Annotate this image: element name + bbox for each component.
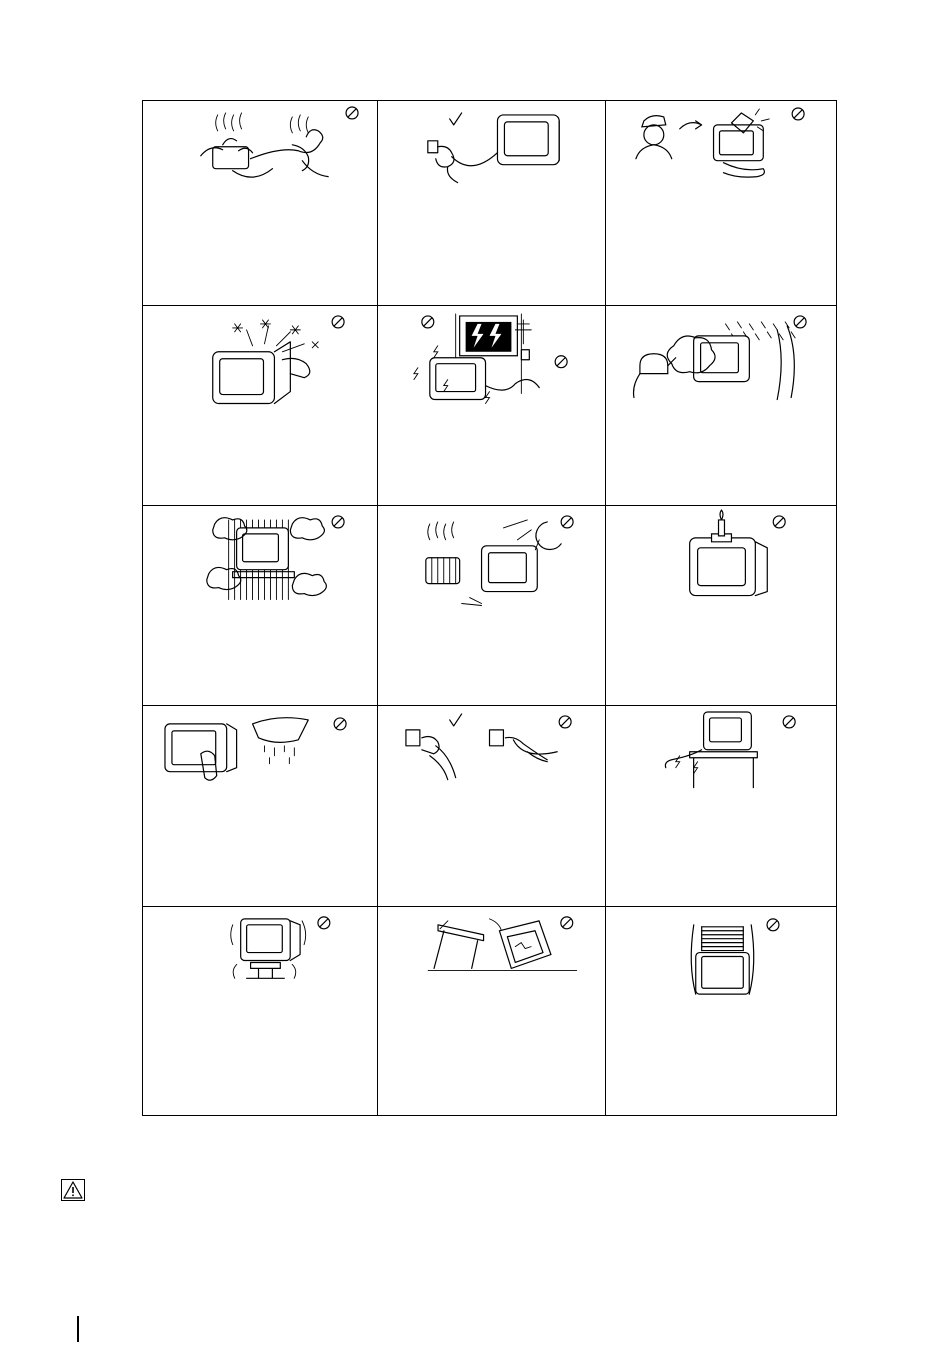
prohibited-icon: [332, 316, 344, 328]
page-footer-bar: [77, 1316, 79, 1342]
blocked-ventilation-illustration: [143, 506, 377, 705]
prohibited-icon: [555, 356, 567, 368]
objects-in-ventilation-illustration: [143, 306, 377, 505]
unstable-stand-illustration: [143, 907, 377, 1115]
cell-candle-on-tv: [606, 506, 836, 706]
prohibited-icon: [773, 516, 785, 528]
cell-unstable-stand: [143, 907, 378, 1115]
cell-plug-into-outlet: [378, 101, 606, 306]
prohibited-icon: [422, 316, 434, 328]
humidity-steam-illustration: [606, 306, 836, 505]
cell-objects-in-ventilation: [143, 306, 378, 506]
prohibited-icon: [318, 917, 330, 929]
prohibited-icon: [334, 718, 346, 730]
safety-illustration-grid: [142, 100, 837, 1116]
candle-on-tv-illustration: [606, 506, 836, 705]
qualified-service-illustration: [606, 101, 836, 305]
overloaded-outlet-illustration: [143, 101, 377, 305]
cell-falling-tv: [378, 907, 606, 1115]
prohibited-icon: [561, 516, 573, 528]
cell-unplug-by-plug: [378, 706, 606, 907]
cell-damaged-cord: [606, 706, 836, 907]
prohibited-icon: [346, 107, 358, 119]
prohibited-icon: [792, 108, 804, 120]
heat-sources-illustration: [378, 506, 605, 705]
cell-heat-sources: [378, 506, 606, 706]
check-mark-icon: [450, 714, 462, 726]
falling-tv-illustration: [378, 907, 605, 1115]
prohibited-icon: [559, 716, 571, 728]
lightning-storm-illustration: [378, 306, 605, 505]
check-mark-icon: [450, 113, 462, 125]
wet-cleaning-illustration: [143, 706, 377, 906]
prohibited-icon: [561, 917, 573, 929]
warning-triangle-icon: [61, 1179, 85, 1201]
unplug-by-plug-illustration: [378, 706, 605, 906]
prohibited-icon: [794, 316, 806, 328]
cell-lightning-storm: [378, 306, 606, 506]
cell-blocked-ventilation: [143, 506, 378, 706]
cell-qualified-service: [606, 101, 836, 306]
prohibited-icon: [767, 919, 779, 931]
cell-humidity-steam: [606, 306, 836, 506]
cell-overloaded-outlet: [143, 101, 378, 306]
objects-on-top-illustration: [606, 907, 836, 1115]
plug-into-outlet-illustration: [378, 101, 605, 305]
prohibited-icon: [332, 516, 344, 528]
cell-objects-on-top: [606, 907, 836, 1115]
cell-wet-cleaning: [143, 706, 378, 907]
prohibited-icon: [783, 716, 795, 728]
damaged-cord-illustration: [606, 706, 836, 906]
